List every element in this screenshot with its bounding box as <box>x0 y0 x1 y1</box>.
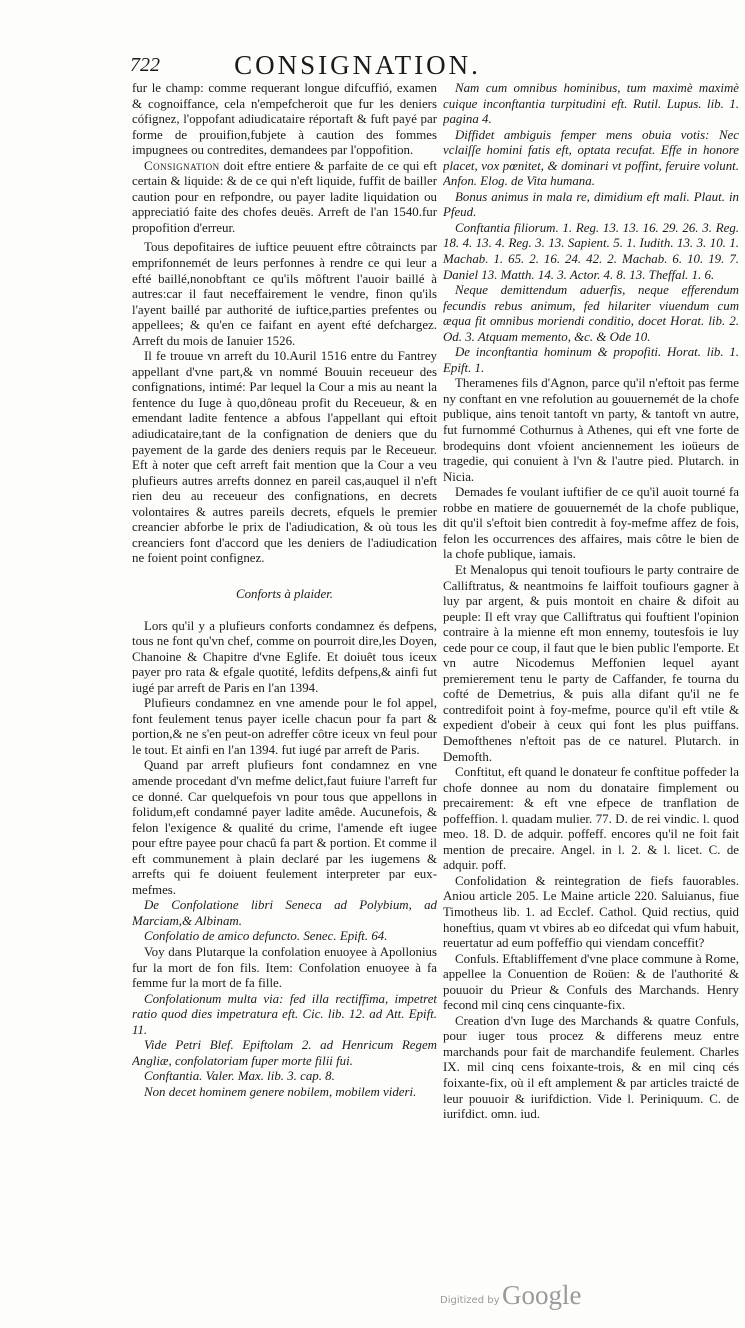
paragraph <box>443 874 739 952</box>
section-heading <box>132 587 437 603</box>
latin-citation <box>132 1069 437 1085</box>
latin-citation <box>443 283 739 345</box>
paragraph-text: Et Menalopus qui tenoit toufiours le party contraire de Calliftratus, & neantmoins fe laiffoit toufiours gagner à luy par argent, & puis montoit en chaire & difoit au peuple: Il eft vray que Calliftratus qui fouftient l'opinion contraire à la mienne eft mon ennemy, toutesfois ie luy cede pour ce coup, il faut que le bien public l'emporte. Et vn autre Nicodemus Meffonien lequel ayant premierement tenu le party de Caffander, fe tourna du cofté de Demetrius, & puis alla difant qu'il ne fe contredifoit point à foy-mefme, pource qu'il eft vtile & expedient d'obeir à ceux qui font les plus puiffans. Demofthenes n'eftoit pas de ce naturel. Plutarch. in Demofth. <box>443 562 739 764</box>
paragraph-text: fur le champ: comme requerant longue difcuffió, examen & cognoiffance, cela n'empefcheroit que fur les deniers cófignez, l'oppofant adiudicataire réportaft & fuft payé par forme de prouifion,fubjete à caution des fommes impugnees ou contredites, demandees par l'oppofition. <box>132 81 437 158</box>
paragraph-text: Nam cum omnibus hominibus, tum maximè maximè cuique inconftantia turpitudini eft. Rutil. Lupus. lib. 1. pagina 4. <box>443 81 739 127</box>
paragraph-text: Confolidation & reintegration de fiefs fauorables. Aniou article 205. Le Maine article 220. Saluianus, fiue Timotheus lib. 1. ad Ecclef. Cathol. Quid rectius, quid honeftius, quam vt vbires ab eo difcedat qui vfum habuit, reuertatur ad eum poffeffio qui viendam conceffit? <box>443 873 739 951</box>
paragraph <box>443 485 739 563</box>
paragraph-text: Conftantia filiorum. 1. Reg. 13. 13. 16. 29. 26. 3. Reg. 18. 4. 13. 4. Reg. 3. 13. Sapient. 5. 1. Iudith. 13. 3. 10. 1. Machab. 1. 65. 2. 16. 24. 42. 2. Machab. 6. 10. 19. 7. Daniel 13. Matth. 14. 3. Actor. 4. 8. 13. Theffal. 1. 6. <box>443 220 739 282</box>
paragraph <box>132 159 437 237</box>
paragraph <box>132 240 437 349</box>
paragraph <box>132 619 437 697</box>
paragraph-text: Vide Petri Blef. Epiftolam 2. ad Henricum Regem Angliæ, confolatoriam fuper morte filii fui. <box>132 1038 437 1068</box>
paragraph-text: Conforts à plaider. <box>235 586 334 601</box>
paragraph-text: Quand par arreft plufieurs font condamnez en vne amende procedant d'vn mefme delict,faut fuiure l'arreft fur ce donné. Car quelquefois vn pour tous que appellons in folidum,eft condamné payer ladite amêde. Aucunefois, & felon l'exigence & qualité du crime, l'amende eft iugee pour eftre payee pour chacû fa part & portion. Et comme il eft communement à plain declaré par les iugemens & arrefts qui fe doiuent feulement interpreter par eux-mefmes. <box>132 758 437 897</box>
paragraph-text: Demades fe voulant iuftifier de ce qu'il auoit tourné fa robbe en matiere de gouuernemét de la chofe publique, dit qu'il s'eftoit bien contredit à foy-mefme affez de fois, felon les occurrences des affaires, mais côtre le bien de la chofe publique, iamais. <box>443 485 739 562</box>
paragraph <box>443 952 739 1014</box>
paragraph-text: Il fe trouue vn arreft du 10.Auril 1516 entre du Fantrey appellant d'vne part,& vn nommé Bouuin receueur des confignations, intimé: Par lequel la Cour a mis au neant la fentence du Iuge à quo,dôneau profit du Receueur, & en emendant ladite fentence a abfous l'appellant qui eftoit adiudicataire,tant de la confignation de deniers que du payement de la garde des deniers requis par le Receueur. Eft à noter que ceft arreft fait mention que la Cour a veu plufieurs autres arrefts donnez en pareil cas,auquel il n'eft rien deu au receueur des confignations, en decrets volontaires & autres pareils decrets, efquels le premier creancier abforbe le prix de l'adiudication, & où tous les creanciers font d'accord que les deniers de l'adiudication ne foient point confignez. <box>132 349 437 566</box>
paragraph <box>443 1014 739 1123</box>
paragraph-text: Diffidet ambiguis femper mens obuia votis: Nec vclaiſſe homini fatis eft, optata recufat. Effe in honore placet, vox pœnitet, & dominari vt poffint, feruire volunt. Anfon. Elog. de Vita humana. <box>443 127 739 189</box>
paragraph-lead-word: Consignation <box>144 158 220 173</box>
paragraph <box>132 349 437 567</box>
latin-citation <box>132 929 437 945</box>
paragraph <box>132 945 437 992</box>
latin-citation <box>443 128 739 190</box>
paragraph-text: Neque demittendum aduerfis, neque efferendum fecundis rebus animum, fed hilariter viuendum cum æqua fit omnibus moriendi conditio, docet Horat. lib. 2. Od. 3. Atquam memento, &c. & Ode 10. <box>443 283 739 344</box>
page-number: 722 <box>130 54 160 76</box>
paragraph <box>132 81 437 159</box>
paragraph-text: Confolationum multa via: fed illa rectiffima, impetret ratio quod dies impetratura eft. Cic. lib. 12. ad Att. Epift. 11. <box>132 991 437 1037</box>
latin-citation <box>132 992 437 1039</box>
left-text-column <box>132 81 437 1271</box>
latin-citation <box>443 221 739 283</box>
paragraph <box>132 758 437 898</box>
digitization-watermark <box>440 1280 610 1320</box>
paragraph-text: Creation d'vn Iuge des Marchands & quatre Confuls, pour iuger tous procez & differens meuz entre marchands pour fait de marchandife feulement. Charles IX. mil cinq cens foixante-trois, & en mil cinq cés foixante-fix, où il eft amplement & par articles traicté de leur pouuoir & iurifdiction. Vide l. Periniquum. C. de iurifdict. omn. iud. <box>443 1013 739 1122</box>
paragraph-text: Confuls. Eftabliffement d'vne place commune à Rome, appellee la Conuention de Roüen: & de l'authorité & pouuoir du Prieur & Confuls des Marchands. Henry fecond mil cinq cens cinquante-fix. <box>443 951 739 1013</box>
paragraph-text: Tous depofitaires de iuftice peuuent eftre côtraincts par emprifonnemét de leurs perfonnes à rendre ce qui leur a efté baillé,nonobftant ce qu'ils môftrent l'auoir baillé à autres:car il faut neceffairement le vendre, finon qu'ils l'ayent baillé par authorité de iuftice,parties prefentes ou appellees; & qu'en ce faifant en ayent efté defchargez. Arreft du mois de Ianuier 1526. <box>132 240 437 348</box>
paragraph-text: Confolatio de amico defuncto. Senec. Epift. 64. <box>144 929 388 944</box>
paragraph-text: Conftitut, eft quand le donateur fe conftitue poffeder la chofe donnee au nom du donataire fimplement ou precairement: & eft vne efpece de tranflation de poffeffion. l. quadam mulier. 77. D. de rei vindic. l. quod meo. 18. D. de adquir. poffeff. encores qu'il ne foit fait mention de precaire. Angel. in l. 2. & l. licet. C. de adquir. poff. <box>443 765 739 873</box>
paragraph-text: Voy dans Plutarque la confolation enuoyee à Apollonius fur la mort de fon fils. Item: Confolation enuoyee à fa femme fur la mort de fa fille. <box>132 944 437 991</box>
paragraph <box>132 696 437 758</box>
latin-citation <box>443 81 739 128</box>
paragraph-text: doit eftre entiere & parfaite de ce qui eft certain & liquide: & de ce qui n'eft liquide, fuffit de bailler caution pour en refpondre, ou payer ladite liquidation ou appreciatió faite des chofes deuës. Arreft de l'an 1540.fur propofition d'erreur. <box>132 158 437 235</box>
paragraph-text: Conftantia. Valer. Max. lib. 3. cap. 8. <box>144 1069 335 1084</box>
paragraph-text: De Confolatione libri Seneca ad Polybium, ad Marciam,& Albinam. <box>132 898 437 928</box>
latin-citation <box>132 1038 437 1069</box>
paragraph <box>443 765 739 874</box>
paragraph <box>443 376 739 485</box>
paragraph-text: Lors qu'il y a plufieurs conforts condamnez és defpens, tous ne font qu'vn chef, comme on pourroit dire,les Doyen, Chanoine & Chapitre d'vne Eglife. Et doiuêt tous iceux payer pro rata & efgale quotité, lefdits defpens,& ainfi fut iugé par arreft de Paris en l'an 1394. <box>132 618 437 695</box>
paragraph-text: De inconftantia hominum & propofiti. Horat. lib. 1. Epift. 1. <box>443 345 739 375</box>
right-text-column <box>443 81 739 1271</box>
paragraph-text: Non decet hominem genere nobilem, mobilem videri. <box>144 1084 417 1099</box>
paragraph-text: Theramenes fils d'Agnon, parce qu'il n'eftoit pas ferme ny conftant en vne refolution au gouuernemét de la chofe publique, ains tenoit tantoft vn party, & tantoft vn autre, fut furnommé Cothurnus à Athenes, qui eft vne forte de brodequins dont vfoient anciennement les ioüeurs de tragedie, qui conuient à l'vn & l'autre pied. Plutarch. in Nicia. <box>443 376 739 484</box>
paragraph <box>443 563 739 765</box>
latin-citation <box>443 190 739 221</box>
latin-citation <box>443 345 739 376</box>
paragraph-text: Bonus animus in mala re, dimidium eft mali. Plaut. in Pfeud. <box>443 189 739 220</box>
running-title: CONSIGNATION. <box>234 50 481 80</box>
latin-citation <box>132 1085 437 1101</box>
digitized-by-label: Digitized by <box>440 1295 500 1306</box>
google-logo-text: Google <box>502 1280 582 1310</box>
latin-citation <box>132 898 437 929</box>
paragraph-text: Plufieurs condamnez en vne amende pour le fol appel, font feulement tenus payer icelle chacun pour fa part & portion,& ne s'en peut-on adreffer côtre iceux vn feul pour le tout. Et ainfi en l'an 1394. fut iugé par arreft de Paris. <box>132 696 437 757</box>
